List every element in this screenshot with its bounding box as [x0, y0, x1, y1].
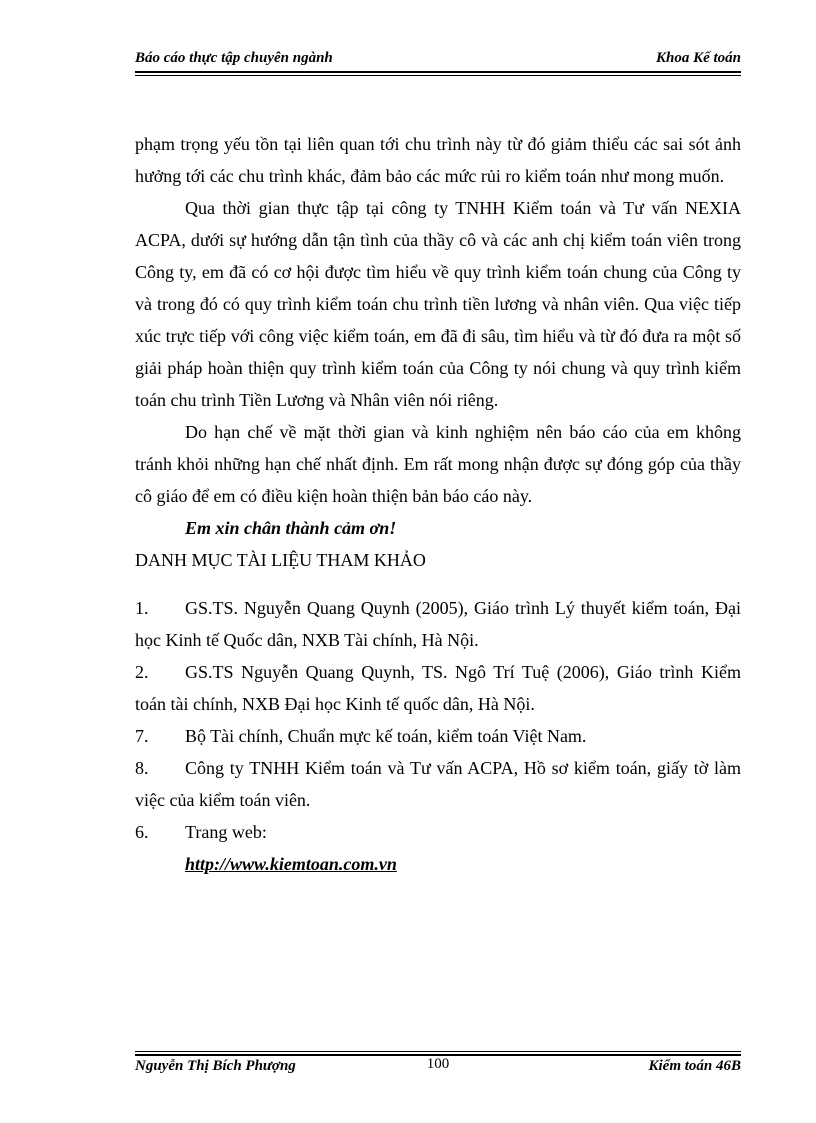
page-footer: [135, 1056, 741, 1080]
reference-text: Công ty TNHH Kiểm toán và Tư vấn ACPA, Hồ sơ kiểm toán, giấy tờ làm việc của kiểm toán viên.: [135, 758, 741, 810]
reference-text: GS.TS Nguyễn Quang Quynh, TS. Ngô Trí Tuệ (2006), Giáo trình Kiểm toán tài chính, NXB Đại học Kinh tế quốc dân, Hà Nội.: [135, 662, 741, 714]
references-title: DANH MỤC TÀI LIỆU THAM KHẢO: [135, 550, 426, 570]
thanks-line: Em xin chân thành cảm ơn!: [185, 518, 397, 538]
reference-text: GS.TS. Nguyễn Quang Quynh (2005), Giáo trình Lý thuyết kiểm toán, Đại học Kinh tế Quốc dân, NXB Tài chính, Hà Nội.: [135, 598, 741, 650]
paragraph: Do hạn chế về mặt thời gian và kinh nghiệm nên báo cáo của em không tránh khỏi những hạn chế nhất định. Em rất mong nhận được sự đóng góp của thầy cô giáo để em có điều kiện hoàn thiện bản báo cáo này.: [135, 422, 741, 506]
footer-class: Kiểm toán 46B: [648, 1058, 741, 1074]
reference-number: 2.: [135, 662, 149, 682]
reference-number: 8.: [135, 758, 149, 778]
page-number: 100: [426, 1056, 450, 1072]
reference-item: [135, 656, 741, 720]
reference-item: [135, 720, 741, 752]
reference-text: Trang web:: [185, 822, 267, 842]
page-header: [135, 48, 741, 70]
header-report-title: Báo cáo thực tập chuyên ngành: [135, 50, 333, 66]
reference-text: Bộ Tài chính, Chuẩn mực kế toán, kiểm toán Việt Nam.: [185, 726, 587, 746]
header-department: Khoa Kế toán: [655, 50, 741, 66]
reference-number: 7.: [135, 726, 149, 746]
references-list: [135, 592, 741, 880]
paragraph: Qua thời gian thực tập tại công ty TNHH Kiểm toán và Tư vấn NEXIA ACPA, dưới sự hướng dẫn tận tình của thầy cô và các anh chị kiểm toán viên trong Công ty, em đã có cơ hội được tìm hiểu về quy trình kiểm toán chung của Công ty và trong đó có quy trình kiểm toán chu trình tiền lương và nhân viên. Qua việc tiếp xúc trực tiếp với công việc kiểm toán, em đã đi sâu, tìm hiểu và từ đó đưa ra một số giải pháp hoàn thiện quy trình kiểm toán của Công ty nói chung và quy trình kiểm toán chu trình Tiền Lương và Nhân viên nói riêng.: [135, 198, 741, 410]
footer-rule-thin: [135, 1051, 741, 1052]
reference-item: [135, 816, 741, 848]
footer-author: Nguyễn Thị Bích Phượng: [135, 1058, 296, 1074]
document-body: [135, 128, 741, 880]
paragraph: phạm trọng yếu tồn tại liên quan tới chu trình này từ đó giảm thiểu các sai sót ảnh hưởng tới các chu trình khác, đảm bảo các mức rủi ro kiểm toán như mong muốn.: [135, 134, 741, 186]
reference-number: 6.: [135, 822, 149, 842]
website-link[interactable]: http://www.kiemtoan.com.vn: [185, 854, 397, 874]
reference-item: [135, 752, 741, 816]
reference-item: [135, 592, 741, 656]
header-rule-thin: [135, 75, 741, 76]
reference-number: 1.: [135, 598, 149, 618]
header-rule: [135, 71, 741, 73]
